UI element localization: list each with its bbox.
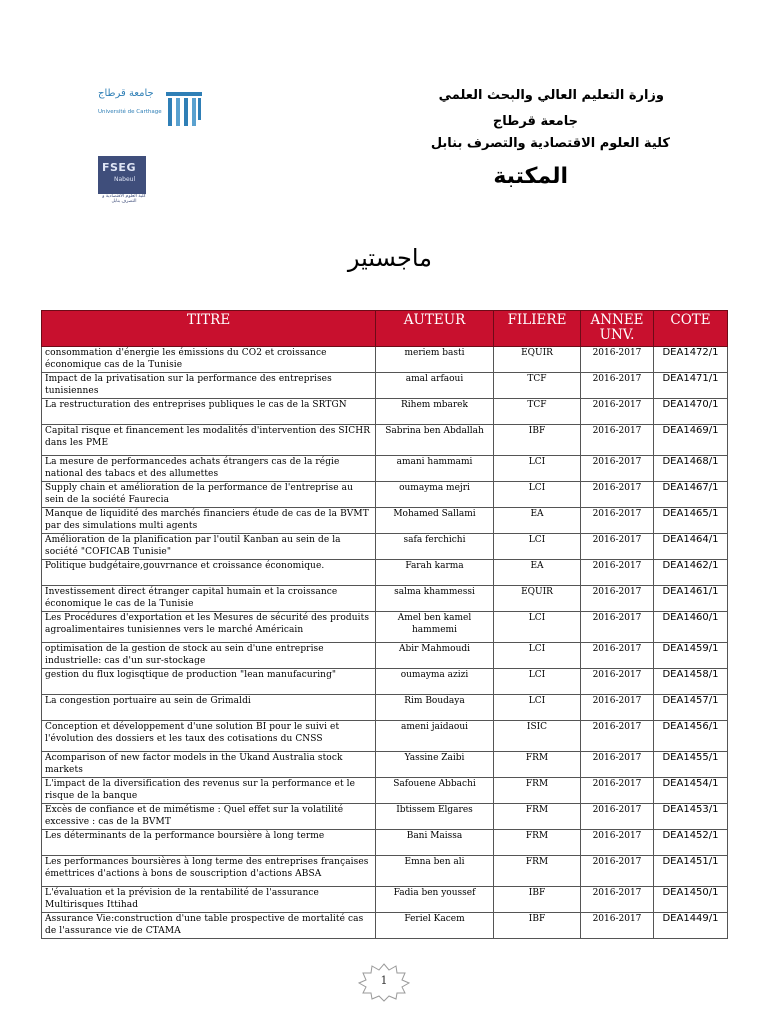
cell-cote: DEA1462/1: [654, 560, 728, 586]
cell-annee: 2016-2017: [581, 721, 654, 752]
cell-titre: consommation d'énergie les émissions du CO2 et croissance économique cas de la Tunisie: [42, 347, 376, 373]
cell-auteur: amani hammami: [376, 456, 494, 482]
cell-filiere: EQUIR: [494, 586, 581, 612]
table-row: [42, 669, 728, 695]
page-number: 1: [380, 974, 388, 987]
faculty-title: كلية العلوم الاقتصادية والتصرف بنابل: [430, 136, 670, 151]
cell-annee: 2016-2017: [581, 456, 654, 482]
cell-cote: DEA1449/1: [654, 913, 728, 939]
fseg-logo-city: Nabeul: [114, 176, 136, 183]
cell-titre: Les déterminants de la performance boursière à long terme: [42, 830, 376, 856]
fseg-logo-text: FSEG: [102, 161, 136, 174]
cell-annee: 2016-2017: [581, 508, 654, 534]
cell-cote: DEA1467/1: [654, 482, 728, 508]
cell-filiere: LCI: [494, 612, 581, 643]
cell-titre: Capital risque et financement les modalités d'intervention des SICHR dans les PME: [42, 425, 376, 456]
cell-auteur: Farah karma: [376, 560, 494, 586]
table-row: [42, 804, 728, 830]
table-row: [42, 586, 728, 612]
cell-auteur: Abir Mahmoudi: [376, 643, 494, 669]
table-row: [42, 856, 728, 887]
cell-auteur: Yassine Zaibi: [376, 752, 494, 778]
cell-filiere: IBF: [494, 887, 581, 913]
cell-filiere: FRM: [494, 830, 581, 856]
cell-filiere: IBF: [494, 913, 581, 939]
cell-annee: 2016-2017: [581, 347, 654, 373]
cell-annee: 2016-2017: [581, 643, 654, 669]
cell-auteur: Sabrina ben Abdallah: [376, 425, 494, 456]
cell-cote: DEA1458/1: [654, 669, 728, 695]
table-row: [42, 778, 728, 804]
cell-annee: 2016-2017: [581, 373, 654, 399]
table-row: [42, 913, 728, 939]
cell-auteur: Ibtissem Elgares: [376, 804, 494, 830]
cell-titre: Manque de liquidité des marchés financiers étude de cas de la BVMT par des simulations multi agents: [42, 508, 376, 534]
table-row: [42, 721, 728, 752]
cell-cote: DEA1471/1: [654, 373, 728, 399]
cell-auteur: Amel ben kamel hammemi: [376, 612, 494, 643]
column-header-filiere: FILIERE: [494, 311, 581, 347]
cell-titre: gestion du flux logisqtique de production "lean manufacuring": [42, 669, 376, 695]
cell-filiere: FRM: [494, 804, 581, 830]
pillars-icon: [164, 90, 204, 128]
cell-titre: Conception et développement d'une solution BI pour le suivi et l'évolution des dossiers et les taux des cotisations du CNSS: [42, 721, 376, 752]
cell-annee: 2016-2017: [581, 887, 654, 913]
cell-annee: 2016-2017: [581, 399, 654, 425]
cell-annee: 2016-2017: [581, 752, 654, 778]
cell-auteur: Safouene Abbachi: [376, 778, 494, 804]
table-row: [42, 482, 728, 508]
cell-auteur: Mohamed Sallami: [376, 508, 494, 534]
table-row: [42, 508, 728, 534]
cell-titre: Politique budgétaire,gouvrnance et croissance économique.: [42, 560, 376, 586]
cell-filiere: FRM: [494, 856, 581, 887]
cell-titre: Amélioration de la planification par l'outil Kanban au sein de la société "COFICAB Tunisie": [42, 534, 376, 560]
cell-filiere: LCI: [494, 534, 581, 560]
cell-cote: DEA1464/1: [654, 534, 728, 560]
cell-auteur: Rim Boudaya: [376, 695, 494, 721]
fseg-logo: [98, 156, 146, 194]
cell-cote: DEA1455/1: [654, 752, 728, 778]
table-row: [42, 643, 728, 669]
cell-cote: DEA1453/1: [654, 804, 728, 830]
column-header-auteur: AUTEUR: [376, 311, 494, 347]
cell-titre: optimisation de la gestion de stock au sein d'une entreprise industrielle: cas d'un sur-stockage: [42, 643, 376, 669]
cell-filiere: TCF: [494, 373, 581, 399]
table-row: [42, 695, 728, 721]
cell-auteur: Fadia ben youssef: [376, 887, 494, 913]
cell-titre: Les Procédures d'exportation et les Mesures de sécurité des produits agroalimentaires tunisiennes vers le marché Américain: [42, 612, 376, 643]
cell-cote: DEA1456/1: [654, 721, 728, 752]
cell-auteur: ameni jaidaoui: [376, 721, 494, 752]
cell-annee: 2016-2017: [581, 913, 654, 939]
table-row: [42, 373, 728, 399]
cell-titre: Investissement direct étranger capital humain et la croissance économique le cas de la Tunisie: [42, 586, 376, 612]
cell-cote: DEA1450/1: [654, 887, 728, 913]
cell-annee: 2016-2017: [581, 560, 654, 586]
table-row: [42, 830, 728, 856]
cell-auteur: Emna ben ali: [376, 856, 494, 887]
cell-auteur: Rihem mbarek: [376, 399, 494, 425]
cell-annee: 2016-2017: [581, 482, 654, 508]
cell-filiere: TCF: [494, 399, 581, 425]
cell-filiere: EA: [494, 560, 581, 586]
ministry-title: وزارة التعليم العالي والبحث العلمي: [438, 88, 664, 103]
cell-auteur: safa ferchichi: [376, 534, 494, 560]
section-title: ماجستير: [347, 244, 432, 272]
cell-auteur: meriem basti: [376, 347, 494, 373]
cell-annee: 2016-2017: [581, 612, 654, 643]
cell-titre: La restructuration des entreprises publiques le cas de la SRTGN: [42, 399, 376, 425]
cell-annee: 2016-2017: [581, 830, 654, 856]
cell-titre: Excès de confiance et de mimétisme : Quel effet sur la volatilité excessive : cas de la BVMT: [42, 804, 376, 830]
cell-cote: DEA1468/1: [654, 456, 728, 482]
cell-annee: 2016-2017: [581, 534, 654, 560]
table-row: [42, 425, 728, 456]
cell-auteur: oumayma mejri: [376, 482, 494, 508]
cell-filiere: ISIC: [494, 721, 581, 752]
table-header-row: [42, 311, 728, 347]
table-row: [42, 752, 728, 778]
cell-titre: Acomparison of new factor models in the Ukand Australia stock markets: [42, 752, 376, 778]
table-row: [42, 399, 728, 425]
column-header-cote: COTE: [654, 311, 728, 347]
table-row: [42, 612, 728, 643]
table-row: [42, 887, 728, 913]
cell-annee: 2016-2017: [581, 804, 654, 830]
carthage-logo-arabic-text: جامعة قرطاج: [98, 88, 154, 99]
cell-titre: Les performances boursières à long terme des entreprises françaises émettrices d'actions à bons de souscription d'actions ABSA: [42, 856, 376, 887]
cell-annee: 2016-2017: [581, 778, 654, 804]
cell-filiere: LCI: [494, 482, 581, 508]
table-row: [42, 534, 728, 560]
university-of-carthage-logo: [98, 86, 206, 130]
cell-filiere: LCI: [494, 456, 581, 482]
cell-auteur: oumayma azizi: [376, 669, 494, 695]
column-header-annee: ANNEE UNV.: [581, 311, 654, 347]
cell-titre: La congestion portuaire au sein de Grimaldi: [42, 695, 376, 721]
fseg-logo-subtitle: كلية العلوم الاقتصادية و التصرف بنابل: [102, 194, 146, 204]
table-body: [42, 347, 728, 939]
cell-filiere: LCI: [494, 643, 581, 669]
cell-cote: DEA1469/1: [654, 425, 728, 456]
cell-filiere: EA: [494, 508, 581, 534]
cell-titre: Impact de la privatisation sur la performance des entreprises tunisiennes: [42, 373, 376, 399]
cell-annee: 2016-2017: [581, 856, 654, 887]
cell-annee: 2016-2017: [581, 669, 654, 695]
cell-filiere: LCI: [494, 669, 581, 695]
cell-titre: La mesure de performancedes achats étrangers cas de la régie national des tabacs et des allumettes: [42, 456, 376, 482]
cell-cote: DEA1459/1: [654, 643, 728, 669]
cell-cote: DEA1460/1: [654, 612, 728, 643]
cell-filiere: LCI: [494, 695, 581, 721]
column-header-titre: TITRE: [42, 311, 376, 347]
cell-cote: DEA1452/1: [654, 830, 728, 856]
cell-cote: DEA1454/1: [654, 778, 728, 804]
cell-cote: DEA1472/1: [654, 347, 728, 373]
cell-filiere: FRM: [494, 778, 581, 804]
cell-cote: DEA1461/1: [654, 586, 728, 612]
cell-annee: 2016-2017: [581, 425, 654, 456]
table-row: [42, 560, 728, 586]
cell-auteur: salma khammessi: [376, 586, 494, 612]
cell-cote: DEA1457/1: [654, 695, 728, 721]
cell-annee: 2016-2017: [581, 586, 654, 612]
table-row: [42, 347, 728, 373]
library-title: المكتبة: [493, 164, 568, 189]
cell-titre: Supply chain et amélioration de la performance de l'entreprise au sein de la société Faurecia: [42, 482, 376, 508]
cell-annee: 2016-2017: [581, 695, 654, 721]
cell-auteur: Bani Maissa: [376, 830, 494, 856]
cell-filiere: EQUIR: [494, 347, 581, 373]
cell-filiere: FRM: [494, 752, 581, 778]
cell-auteur: Feriel Kacem: [376, 913, 494, 939]
cell-titre: L'impact de la diversification des revenus sur la performance et le risque de la banque: [42, 778, 376, 804]
table-row: [42, 456, 728, 482]
thesis-table: [41, 310, 728, 939]
cell-cote: DEA1465/1: [654, 508, 728, 534]
cell-cote: DEA1451/1: [654, 856, 728, 887]
cell-cote: DEA1470/1: [654, 399, 728, 425]
university-title: جامعة قرطاج: [492, 114, 578, 129]
cell-titre: Assurance Vie:construction d'une table prospective de mortalité cas de l'assurance vie de CTAMA: [42, 913, 376, 939]
cell-filiere: IBF: [494, 425, 581, 456]
cell-auteur: amal arfaoui: [376, 373, 494, 399]
carthage-logo-latin-text: Université de Carthage: [98, 109, 162, 115]
cell-titre: L'évaluation et la prévision de la rentabilité de l'assurance Multirisques Ittihad: [42, 887, 376, 913]
page-number-badge: [356, 962, 412, 1002]
